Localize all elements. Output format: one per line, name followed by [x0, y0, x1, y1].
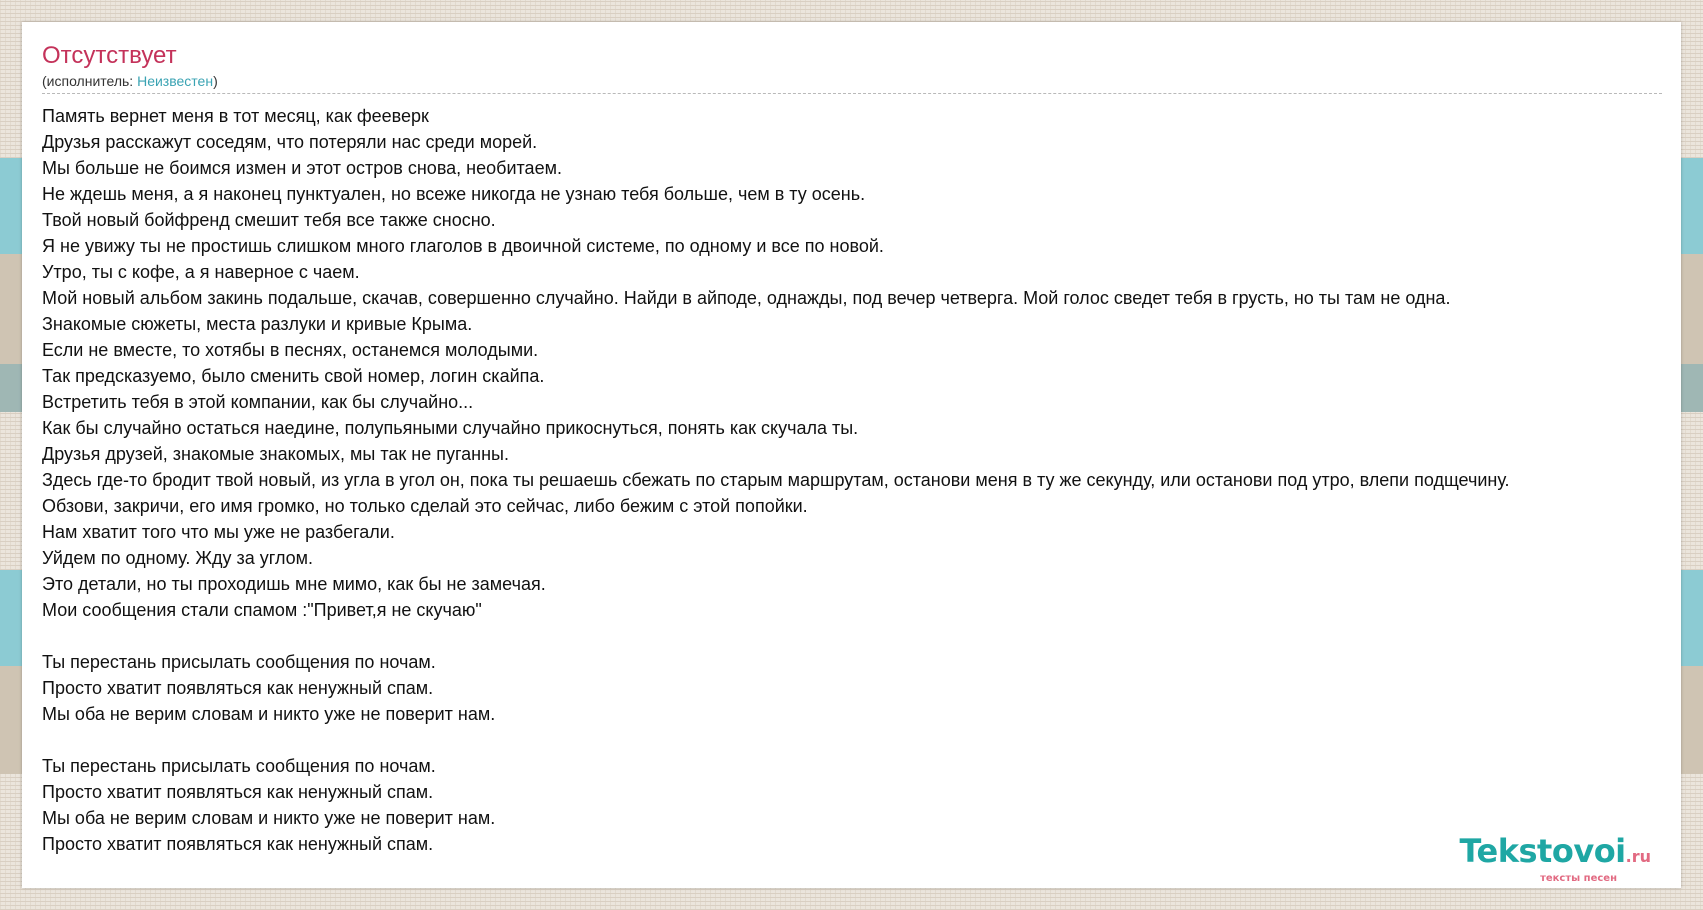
lyric-line: Друзья расскажут соседям, что потеряли нас среди морей. [42, 132, 538, 152]
site-logo[interactable] [1459, 834, 1651, 884]
lyric-line: Уйдем по одному. Жду за углом. [42, 548, 314, 568]
lyrics-text [42, 103, 1681, 857]
lyric-line: Нам хватит того что мы уже не разбегали. [42, 522, 395, 542]
header-divider [42, 93, 1662, 94]
lyric-line: Мы больше не боимся измен и этот остров снова, необитаем. [42, 158, 562, 178]
artist-prefix: (исполнитель: [42, 73, 138, 89]
stanza-gap [42, 727, 1681, 753]
lyrics-page [22, 22, 1681, 888]
lyric-line: Обзови, закричи, его имя громко, но только сделай это сейчас, либо бежим с этой попойки. [42, 496, 808, 516]
logo-name: Tekstovoi [1459, 832, 1626, 870]
lyric-line: Знакомые сюжеты, места разлуки и кривые Крыма. [42, 314, 473, 334]
lyric-line: Не ждешь меня, а я наконец пунктуален, но всеже никогда не узнаю тебя больше, чем в ту осень. [42, 184, 866, 204]
lyric-line: Ты перестань присылать сообщения по ночам. [42, 652, 436, 672]
lyric-line: Утро, ты с кофе, а я наверное с чаем. [42, 262, 360, 282]
song-header [42, 42, 1662, 90]
lyric-line: Это детали, но ты проходишь мне мимо, как бы не замечая. [42, 574, 546, 594]
song-title: Отсутствует [42, 42, 177, 69]
lyric-line: Просто хватит появляться как ненужный спам. [42, 834, 434, 854]
lyric-line: Просто хватит появляться как ненужный спам. [42, 782, 434, 802]
lyric-line: Как бы случайно остаться наедине, полупьяными случайно прикоснуться, понять как скучала ты. [42, 418, 859, 438]
lyric-line: Друзья друзей, знакомые знакомых, мы так не пуганны. [42, 444, 509, 464]
lyric-line: Ты перестань присылать сообщения по ночам. [42, 756, 436, 776]
lyric-line: Так предсказуемо, было сменить свой номер, логин скайпа. [42, 366, 545, 386]
artist-line [42, 72, 1662, 90]
artist-link[interactable]: Неизвестен [137, 73, 214, 89]
artist-suffix: ) [213, 73, 218, 89]
logo-tld: .ru [1625, 847, 1651, 866]
lyric-line: Мы оба не верим словам и никто уже не поверит нам. [42, 808, 496, 828]
logo-wordmark [1459, 834, 1651, 874]
lyric-line: Память вернет меня в тот месяц, как фееверк [42, 106, 429, 126]
lyric-line: Здесь где-то бродит твой новый, из угла в угол он, пока ты решаешь сбежать по старым маршрутам, останови меня в ту же секунду, или останови под утро, влепи подщечину. [42, 470, 1510, 490]
logo-tagline: тексты песен [1540, 873, 1617, 884]
lyric-line: Встретить тебя в этой компании, как бы случайно... [42, 392, 474, 412]
lyric-line: Мой новый альбом закинь подальше, скачав, совершенно случайно. Найди в айподе, однажды, под вечер четверга. Мой голос сведет тебя в грусть, но ты там не одна. [42, 288, 1451, 308]
lyric-line: Твой новый бойфренд смешит тебя все также сносно. [42, 210, 496, 230]
lyric-line: Если не вместе, то хотябы в песнях, останемся молодыми. [42, 340, 539, 360]
stanza-gap [42, 623, 1681, 649]
lyric-line: Я не увижу ты не простишь слишком много глаголов в двоичной системе, по одному и все по новой. [42, 236, 884, 256]
lyric-line: Мы оба не верим словам и никто уже не поверит нам. [42, 704, 496, 724]
lyric-line: Просто хватит появляться как ненужный спам. [42, 678, 434, 698]
lyric-line: Мои сообщения стали спамом :"Привет,я не скучаю" [42, 600, 482, 620]
